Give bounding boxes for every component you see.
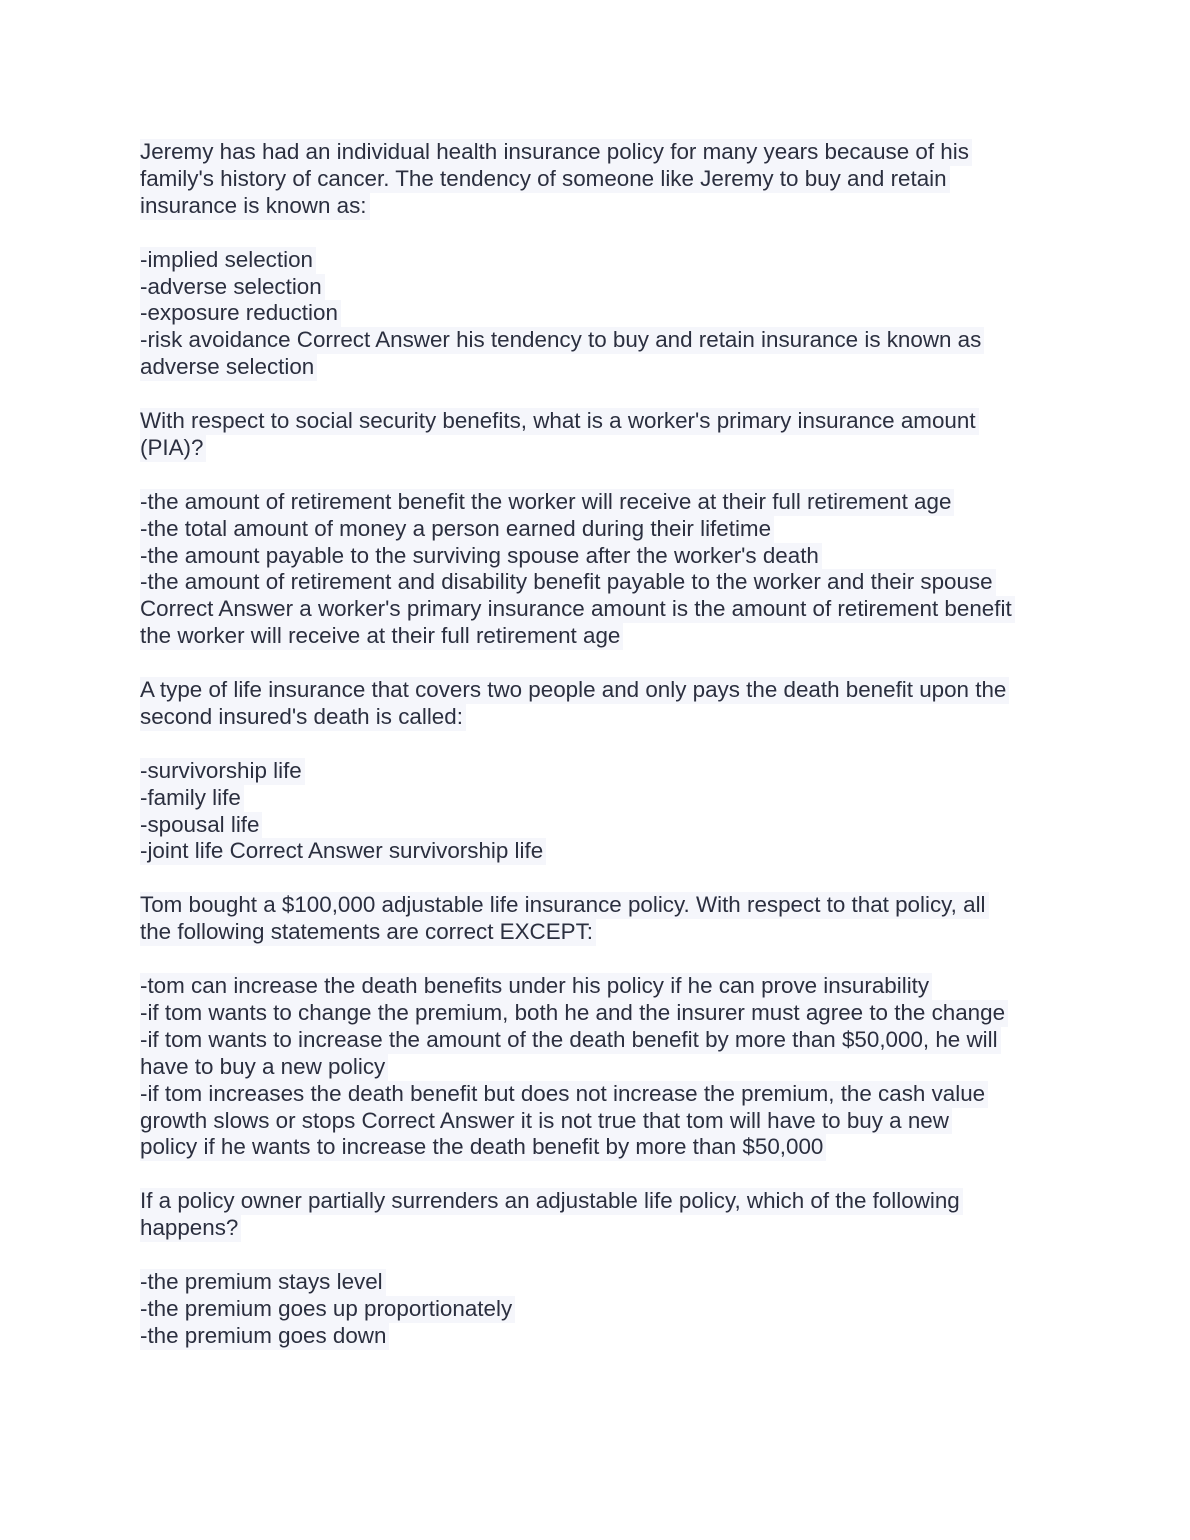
text-line: -risk avoidance Correct Answer his tendency to buy and retain insurance is known as	[140, 327, 984, 354]
question-2	[140, 408, 1060, 462]
text-line: -survivorship life	[140, 758, 305, 785]
text-line: policy if he wants to increase the death benefit by more than $50,000	[140, 1134, 826, 1161]
text-line: the worker will receive at their full retirement age	[140, 623, 623, 650]
text-line: Correct Answer a worker's primary insurance amount is the amount of retirement benefit	[140, 596, 1015, 623]
text-line: -the premium stays level	[140, 1269, 386, 1296]
text-line: If a policy owner partially surrenders an adjustable life policy, which of the following	[140, 1188, 963, 1215]
question-1	[140, 139, 1060, 220]
text-line: A type of life insurance that covers two people and only pays the death benefit upon the	[140, 677, 1009, 704]
answer-options-2	[140, 489, 1060, 650]
text-line: second insured's death is called:	[140, 704, 466, 731]
text-line: -the premium goes down	[140, 1323, 389, 1350]
text-line: -if tom wants to change the premium, both he and the insurer must agree to the change	[140, 1000, 1008, 1027]
text-line: -implied selection	[140, 247, 316, 274]
text-line: Jeremy has had an individual health insurance policy for many years because of his	[140, 139, 972, 166]
text-line: happens?	[140, 1215, 241, 1242]
text-line: the following statements are correct EXCEPT:	[140, 919, 596, 946]
text-line: adverse selection	[140, 354, 317, 381]
text-line: -adverse selection	[140, 274, 325, 301]
text-line: -the premium goes up proportionately	[140, 1296, 515, 1323]
text-line: -spousal life	[140, 812, 262, 839]
text-line: With respect to social security benefits, what is a worker's primary insurance amount	[140, 408, 979, 435]
question-4	[140, 892, 1060, 946]
answer-options-1	[140, 247, 1060, 382]
text-line: -joint life Correct Answer survivorship life	[140, 838, 546, 865]
text-line: -if tom wants to increase the amount of the death benefit by more than $50,000, he will	[140, 1027, 1001, 1054]
answer-options-4	[140, 973, 1060, 1161]
text-line: -exposure reduction	[140, 300, 341, 327]
text-line: -the amount of retirement benefit the worker will receive at their full retirement age	[140, 489, 954, 516]
text-line: -if tom increases the death benefit but does not increase the premium, the cash value	[140, 1081, 988, 1108]
text-line: -the amount of retirement and disability benefit payable to the worker and their spouse	[140, 569, 996, 596]
text-line: insurance is known as:	[140, 193, 370, 220]
text-line: have to buy a new policy	[140, 1054, 388, 1081]
text-line: (PIA)?	[140, 435, 206, 462]
text-line: -tom can increase the death benefits under his policy if he can prove insurability	[140, 973, 932, 1000]
text-line: growth slows or stops Correct Answer it is not true that tom will have to buy a new	[140, 1108, 952, 1135]
text-line: -the amount payable to the surviving spouse after the worker's death	[140, 543, 822, 570]
text-line: family's history of cancer. The tendency of someone like Jeremy to buy and retain	[140, 166, 950, 193]
question-5	[140, 1188, 1060, 1242]
document-page	[140, 139, 1060, 1377]
question-3	[140, 677, 1060, 731]
text-line: -family life	[140, 785, 244, 812]
answer-options-3	[140, 758, 1060, 866]
text-line: -the total amount of money a person earned during their lifetime	[140, 516, 774, 543]
answer-options-5	[140, 1269, 1060, 1350]
text-line: Tom bought a $100,000 adjustable life insurance policy. With respect to that policy, all	[140, 892, 989, 919]
